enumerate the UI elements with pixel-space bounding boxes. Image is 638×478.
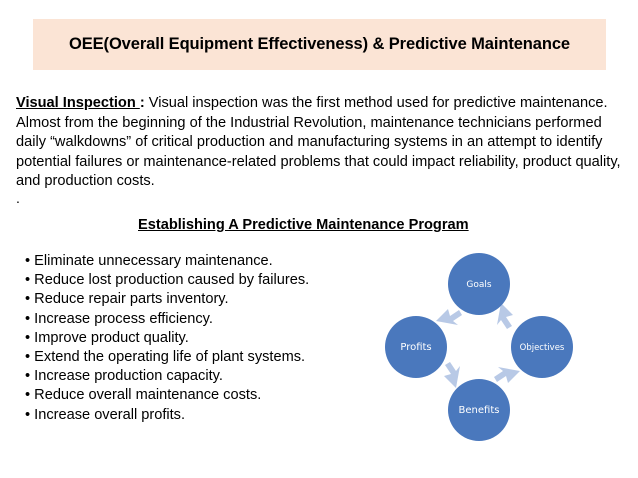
intro-trailing: . (16, 190, 20, 206)
benefits-list (25, 252, 355, 425)
node-profits-label: Profits (400, 342, 432, 353)
cycle-arrow (436, 309, 462, 325)
title-banner (33, 19, 606, 70)
intro-separator: : (139, 95, 149, 111)
list-item: • Increase production capacity. (25, 368, 223, 385)
section-heading: Establishing A Predictive Maintenance Program (138, 217, 469, 233)
intro-label: Visual Inspection (16, 95, 140, 111)
cycle-arrow (444, 362, 460, 388)
node-goals-label: Goals (466, 280, 492, 290)
list-item: • Reduce repair parts inventory. (25, 291, 229, 308)
list-item: • Increase overall profits. (25, 406, 186, 423)
list-item: • Improve product quality. (25, 329, 189, 346)
node-objectives-label: Objectives (519, 343, 565, 353)
list-item: • Increase process efficiency. (25, 310, 213, 327)
list-item: • Eliminate unnecessary maintenance. (25, 253, 273, 269)
intro-text: Visual inspection was the first method used for predictive maintenance. Almost from the beginning of the Industrial Revolution, maintenance technicians performed daily “walkdowns” of critical production and manufacturing systems in an attempt to identify potential failures or maintenance-related problems that could impact reliability, product quality, and production costs. (16, 95, 621, 190)
list-item: • Reduce overall maintenance costs. (25, 387, 262, 404)
list-item: • Extend the operating life of plant systems. (25, 349, 306, 366)
cycle-arrow (494, 367, 520, 383)
cycle-diagram (380, 248, 580, 448)
intro-paragraph (16, 94, 630, 192)
node-benefits-label: Benefits (458, 405, 500, 416)
list-item: • Reduce lost production caused by failures. (25, 272, 310, 289)
page-title: OEE(Overall Equipment Effectiveness) & Predictive Maintenance (69, 35, 570, 53)
